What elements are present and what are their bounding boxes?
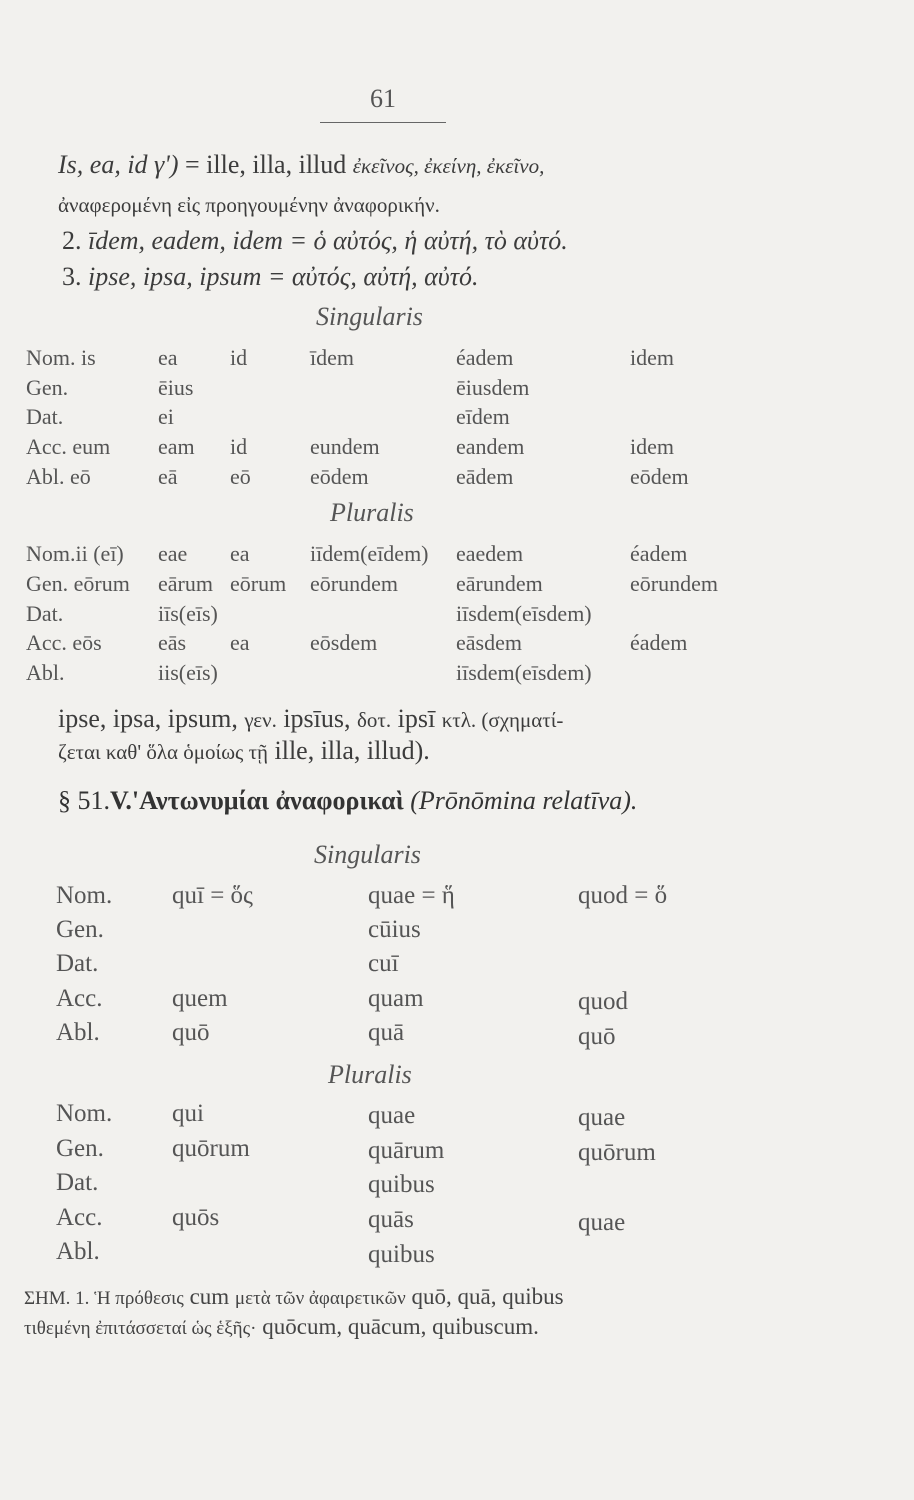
t1-p1-c4: eārundem — [456, 571, 543, 596]
intro-num-3: 3. — [62, 262, 88, 291]
page-number-rule — [320, 122, 446, 123]
t2-s4-n: quō — [578, 1023, 616, 1050]
t1-p3-c5: éadem — [630, 630, 688, 655]
t1-s0-c5: idem — [630, 345, 674, 370]
t1-p0-c4: eaedem — [456, 541, 524, 566]
footnote-greek-c: τιθεμένη ἐπιτάσσεταί ὡς ἑξῆς· — [24, 1318, 257, 1339]
t1-s3-c5: idem — [630, 434, 674, 459]
t2-s3-case: Acc. — [56, 985, 103, 1012]
t2-s4-f: quā — [368, 1019, 405, 1046]
ipse-note-gen: γεν. — [244, 708, 277, 732]
t2-p3-case: Acc. — [56, 1204, 103, 1231]
t2-p2-case: Dat. — [56, 1169, 99, 1196]
ipse-note-line-1 — [58, 704, 563, 734]
ipse-note-dat: δοτ. — [357, 708, 392, 732]
t1-p0-case: Nom.ii (eī) — [26, 541, 124, 566]
t2-p3-f: quās — [368, 1206, 414, 1233]
t2-p4-case: Abl. — [56, 1238, 100, 1265]
t1-s4-c1: eā — [158, 464, 178, 489]
t1-p2-c1: iīs(eīs) — [158, 601, 218, 626]
t1-p3-c4: eāsdem — [456, 630, 522, 655]
t1-p0-c2: ea — [230, 541, 250, 566]
section-title-greek: V.'Αντωνυμίαι ἀναφορικαὶ — [110, 786, 404, 815]
intro-num-2: 2. — [62, 226, 88, 255]
t2-s4-m: quō — [172, 1019, 210, 1046]
t2-p1-m: quōrum — [172, 1135, 250, 1162]
intro-greek-1: ἐκεῖνος, ἐκείνη, ἐκεῖνο, — [352, 154, 545, 178]
t2-p0-f: quae — [368, 1102, 416, 1129]
t1-s3-c3: eundem — [310, 434, 380, 459]
t1-s4-c4: eādem — [456, 464, 514, 489]
t2-p1-n: quōrum — [578, 1139, 656, 1166]
t1-s4-c3: eōdem — [310, 464, 369, 489]
table1-plural-heading: Pluralis — [330, 498, 414, 527]
footnote-line-2 — [24, 1314, 539, 1340]
footnote-line-1 — [24, 1284, 564, 1310]
t2-p4-f: quibus — [368, 1241, 435, 1268]
table2-singular-heading: Singularis — [314, 840, 421, 869]
t2-p2-f: quibus — [368, 1171, 435, 1198]
t1-s2-c4: eīdem — [456, 404, 510, 429]
t1-s4-c2: eō — [230, 464, 251, 489]
t2-s4-case: Abl. — [56, 1019, 100, 1046]
t1-s0-case: Nom. is — [26, 345, 96, 370]
t2-p0-n: quae — [578, 1104, 626, 1131]
intro-eq-1: = ille, illa, illud — [178, 150, 353, 179]
t1-p2-case: Dat. — [26, 601, 64, 626]
intro-line-2: ἀναφερομένη εἰς προηγουμένην ἀναφορικήν. — [58, 193, 440, 217]
t1-s1-c4: ēiusdem — [456, 375, 530, 400]
footnote-cum: cum — [183, 1284, 235, 1309]
t2-p1-f: quārum — [368, 1137, 445, 1164]
t1-p1-c2: eōrum — [230, 571, 287, 596]
footnote-greek-a: Ἡ πρόθεσις — [94, 1288, 184, 1309]
t1-s2-c1: ei — [158, 404, 174, 429]
t1-p1-c5: eōrundem — [630, 571, 718, 596]
t1-s4-c5: eōdem — [630, 464, 689, 489]
t1-p3-c3: eōsdem — [310, 630, 378, 655]
intro-rest-4: = αὐτός, αὐτή, αὐτό. — [261, 262, 479, 291]
ipse-note-ktl: κτλ. (σχηματί- — [441, 708, 564, 732]
footnote-latin-2: quōcum, quācum, quibuscum. — [256, 1314, 539, 1339]
t2-s0-m: quī = ὅς — [172, 882, 253, 909]
section-sign: § 51. — [58, 786, 110, 815]
t2-s0-n: quod = ὅ — [578, 882, 668, 909]
t2-p0-case: Nom. — [56, 1100, 113, 1127]
t2-s3-m: quem — [172, 985, 228, 1012]
t1-s1-case: Gen. — [26, 375, 69, 400]
table1-singular-heading: Singularis — [316, 302, 423, 331]
t2-s3-f: quam — [368, 985, 424, 1012]
ipse-note-greek: ζεται καθ' ὅλα ὁμοίως τῇ — [58, 740, 268, 764]
t2-s2-f: cuī — [368, 950, 399, 977]
t1-p1-c1: eārum — [158, 571, 213, 596]
t1-p4-case: Abl. — [26, 660, 65, 685]
ipse-note-line-2 — [58, 736, 430, 766]
t1-p4-c4: iīsdem(eīsdem) — [456, 660, 592, 685]
t1-p0-c1: eae — [158, 541, 188, 566]
t2-s1-case: Gen. — [56, 916, 104, 943]
intro-latin-3: īdem, eadem, idem — [88, 226, 283, 255]
t1-p0-c3: iīdem(eīdem) — [310, 541, 429, 566]
t1-p1-case: Gen. eōrum — [26, 571, 130, 596]
t1-s3-c4: eandem — [456, 434, 525, 459]
intro-line-4 — [62, 262, 479, 292]
intro-line-3 — [62, 226, 568, 256]
t1-p4-c1: iis(eīs) — [158, 660, 218, 685]
t1-p2-c4: iīsdem(eīsdem) — [456, 601, 592, 626]
section-title-latin: (Prōnōmina relatīva). — [403, 786, 638, 815]
t2-p0-m: qui — [172, 1100, 204, 1127]
t1-s0-c2: id — [230, 345, 248, 370]
t1-s0-c3: īdem — [310, 345, 354, 370]
footnote-greek-b: μετὰ τῶν ἀφαιρετικῶν — [234, 1288, 406, 1309]
section-heading — [58, 786, 637, 816]
table2-plural-heading: Pluralis — [328, 1060, 412, 1089]
t1-p3-c1: eās — [158, 630, 187, 655]
intro-latin-1: Is, ea, id γ') — [58, 150, 179, 179]
footnote-latin-1: quō, quā, quibus — [405, 1284, 564, 1309]
ipse-note-ille: ille, illa, illud). — [268, 736, 430, 765]
t1-s3-c1: eam — [158, 434, 195, 459]
t2-s2-case: Dat. — [56, 950, 99, 977]
t1-s3-case: Acc. eum — [26, 434, 111, 459]
t2-s0-f: quae = ἥ — [368, 882, 455, 909]
t1-s0-c4: éadem — [456, 345, 514, 370]
t1-p3-case: Acc. eōs — [26, 630, 102, 655]
ipse-note-forms: ipse, ipsa, ipsum, — [58, 704, 245, 733]
t2-s1-f: cūius — [368, 916, 421, 943]
t2-p1-case: Gen. — [56, 1135, 104, 1162]
t1-p1-c3: eōrundem — [310, 571, 398, 596]
t1-s0-c1: ea — [158, 345, 178, 370]
t1-p0-c5: éadem — [630, 541, 688, 566]
intro-latin-4: ipse, ipsa, ipsum — [88, 262, 262, 291]
footnote-label: ΣΗΜ. 1. — [24, 1288, 95, 1309]
ipse-note-ipsius: ipsīus, — [276, 704, 358, 733]
t1-s2-case: Dat. — [26, 404, 64, 429]
t2-p3-n: quae — [578, 1209, 626, 1236]
t1-p3-c2: ea — [230, 630, 250, 655]
t1-s4-case: Abl. eō — [26, 464, 91, 489]
intro-rest-3: = ὁ αὐτός, ἡ αὐτή, τὸ αὐτό. — [282, 226, 568, 255]
intro-line-1 — [58, 150, 544, 180]
t2-p3-m: quōs — [172, 1204, 220, 1231]
page-number: 61 — [370, 84, 396, 113]
t2-s3-n: quod — [578, 988, 628, 1015]
t1-s1-c1: ēius — [158, 375, 194, 400]
t2-s0-case: Nom. — [56, 882, 113, 909]
t1-s3-c2: id — [230, 434, 248, 459]
ipse-note-ipsi: ipsī — [391, 704, 442, 733]
